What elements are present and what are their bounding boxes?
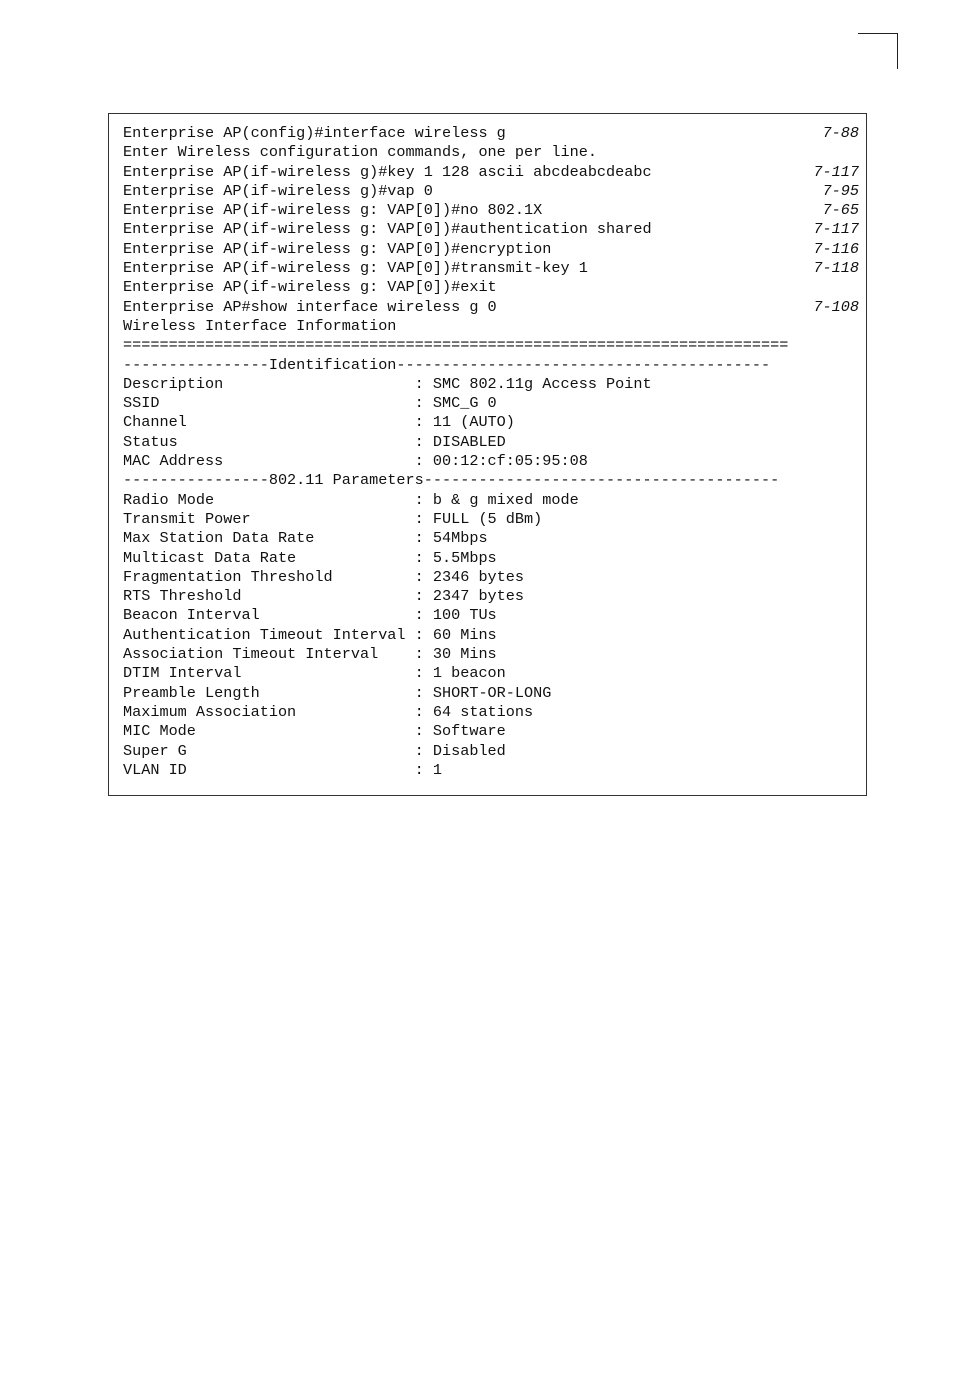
cli-example-box [108, 113, 867, 796]
output-row-mac-address: MAC Address : 00:12:cf:05:95:08 [123, 452, 588, 471]
output-row-mic-mode: MIC Mode : Software [123, 722, 506, 741]
separator-rule: ========================================================================= [123, 336, 789, 355]
output-row-association-timeout: Association Timeout Interval : 30 Mins [123, 645, 497, 664]
command-text: Enterprise AP(if-wireless g: VAP[0])#no 802.1X [123, 201, 543, 220]
command-line [123, 182, 859, 201]
command-text: Enterprise AP(if-wireless g)#key 1 128 ascii abcdeabcdeabc [123, 162, 652, 181]
command-line [123, 278, 859, 297]
page-reference: 7-65 [822, 201, 859, 220]
page-reference: 7-108 [813, 297, 859, 316]
output-row-beacon-interval: Beacon Interval : 100 TUs [123, 606, 497, 625]
cli-listing [123, 124, 859, 780]
output-row-radio-mode: Radio Mode : b & g mixed mode [123, 490, 579, 509]
output-row-rts-threshold: RTS Threshold : 2347 bytes [123, 587, 525, 606]
section-header-identification: ----------------Identification----------------------------------------- [123, 355, 771, 374]
output-row-dtim-interval: DTIM Interval : 1 beacon [123, 664, 506, 683]
page-reference: 7-117 [813, 162, 859, 181]
command-line [123, 240, 859, 259]
command-line [123, 259, 859, 278]
command-text: Enterprise AP(if-wireless g: VAP[0])#encryption [123, 239, 552, 258]
page-corner-mark [858, 33, 898, 69]
page-reference: 7-117 [813, 220, 859, 239]
output-row-channel: Channel : 11 (AUTO) [123, 413, 515, 432]
page-reference: 7-118 [813, 259, 859, 278]
output-row-ssid: SSID : SMC_G 0 [123, 394, 497, 413]
command-text: Enterprise AP(if-wireless g: VAP[0])#exit [123, 278, 497, 297]
command-text: Enter Wireless configuration commands, one per line. [123, 143, 597, 162]
output-row-description: Description : SMC 802.11g Access Point [123, 374, 652, 393]
output-row-transmit-power: Transmit Power : FULL (5 dBm) [123, 509, 543, 528]
command-text: Enterprise AP(if-wireless g: VAP[0])#transmit-key 1 [123, 259, 588, 278]
output-row-fragmentation-threshold: Fragmentation Threshold : 2346 bytes [123, 567, 525, 586]
page-reference: 7-116 [813, 239, 859, 258]
output-row-maximum-association: Maximum Association : 64 stations [123, 702, 534, 721]
output-row-super-g: Super G : Disabled [123, 741, 506, 760]
output-row-vlan-id: VLAN ID : 1 [123, 760, 442, 779]
output-title: Wireless Interface Information [123, 316, 397, 335]
output-row-authentication-timeout: Authentication Timeout Interval : 60 Mins [123, 625, 497, 644]
command-line [123, 143, 859, 162]
output-row-preamble-length: Preamble Length : SHORT-OR-LONG [123, 683, 552, 702]
command-text: Enterprise AP(if-wireless g)#vap 0 [123, 181, 433, 200]
section-header-parameters: ----------------802.11 Parameters--------------------------------------- [123, 471, 780, 490]
command-line [123, 163, 859, 182]
page-reference: 7-88 [822, 124, 859, 142]
output-row-max-station-data-rate: Max Station Data Rate : 54Mbps [123, 529, 488, 548]
command-line [123, 201, 859, 220]
command-text: Enterprise AP#show interface wireless g 0 [123, 297, 497, 316]
output-row-multicast-data-rate: Multicast Data Rate : 5.5Mbps [123, 548, 497, 567]
page-reference: 7-95 [822, 181, 859, 200]
command-text: Enterprise AP(if-wireless g: VAP[0])#authentication shared [123, 220, 652, 239]
command-line [123, 298, 859, 317]
command-line [123, 220, 859, 239]
command-line [123, 124, 859, 143]
command-text: Enterprise AP(config)#interface wireless g [123, 124, 506, 142]
output-row-status: Status : DISABLED [123, 432, 506, 451]
